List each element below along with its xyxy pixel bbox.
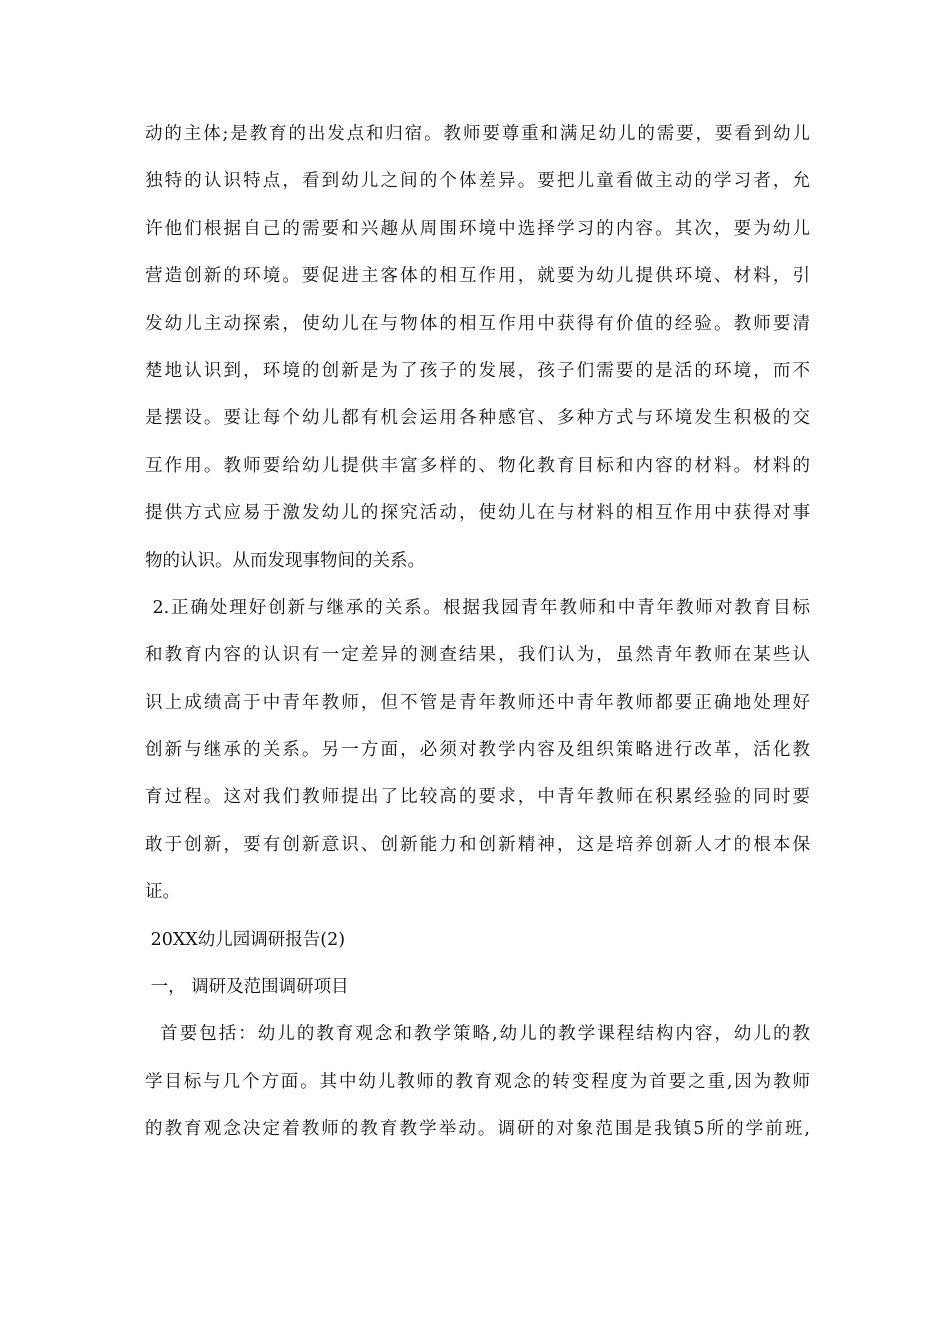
paragraph-line: 创新与继承的关系。另一方面，必须对教学内容及组织策略进行改革，活化教 (145, 740, 810, 761)
paragraph-line: 学目标与几个方面。其中幼儿教师的教育观念的转变程度为首要之重,因为教师 (145, 1071, 810, 1092)
document-body (145, 111, 810, 1154)
paragraph-line: 许他们根据自己的需要和兴趣从周围环境中选择学习的内容。其次，要为幼儿 (145, 218, 810, 239)
paragraph-line: 育过程。这对我们教师提出了比较高的要求，中青年教师在积累经验的同时要 (145, 787, 810, 808)
paragraph-line: 2.正确处理好创新与继承的关系。根据我园青年教师和中青年教师对教育目标 (145, 597, 810, 618)
section-heading: 20XX幼儿园调研报告(2) (145, 929, 346, 950)
paragraph-line: 是摆设。要让每个幼儿都有机会运用各种感官、多种方式与环境发生积极的交 (145, 408, 810, 429)
paragraph-line: 物的认识。从而发现事物间的关系。 (145, 550, 425, 571)
paragraph-line: 敢于创新，要有创新意识、创新能力和创新精神，这是培养创新人才的根本保 (145, 834, 810, 855)
subsection-heading: 一， 调研及范围调研项目 (145, 977, 349, 998)
paragraph-line: 楚地认识到，环境的创新是为了孩子的发展，孩子们需要的是活的环境，而不 (145, 360, 810, 381)
paragraph-line: 首要包括：幼儿的教育观念和教学策略,幼儿的教学课程结构内容，幼儿的教 (145, 1024, 810, 1045)
paragraph-line: 提供方式应易于激发幼儿的探究活动，使幼儿在与材料的相互作用中获得对事 (145, 503, 810, 524)
paragraph-line: 发幼儿主动探索，使幼儿在与物体的相互作用中获得有价值的经验。教师要清 (145, 313, 810, 334)
paragraph-line: 互作用。教师要给幼儿提供丰富多样的、物化教育目标和内容的材料。材料的 (145, 455, 810, 476)
paragraph-line: 识上成绩高于中青年教师，但不管是青年教师还中青年教师都要正确地处理好 (145, 692, 810, 713)
paragraph-line: 的教育观念决定着教师的教育教学举动。调研的对象范围是我镇5所的学前班, (145, 1119, 810, 1140)
paragraph-line: 证。 (145, 882, 180, 903)
paragraph-line: 营造创新的环境。要促进主客体的相互作用，就要为幼儿提供环境、材料，引 (145, 266, 810, 287)
paragraph-line: 动的主体;是教育的出发点和归宿。教师要尊重和满足幼儿的需要，要看到幼儿 (145, 124, 810, 144)
paragraph-line: 和教育内容的认识有一定差异的测查结果，我们认为，虽然青年教师在某些认 (145, 645, 810, 666)
paragraph-line: 独特的认识特点，看到幼儿之间的个体差异。要把儿童看做主动的学习者，允 (145, 171, 810, 192)
